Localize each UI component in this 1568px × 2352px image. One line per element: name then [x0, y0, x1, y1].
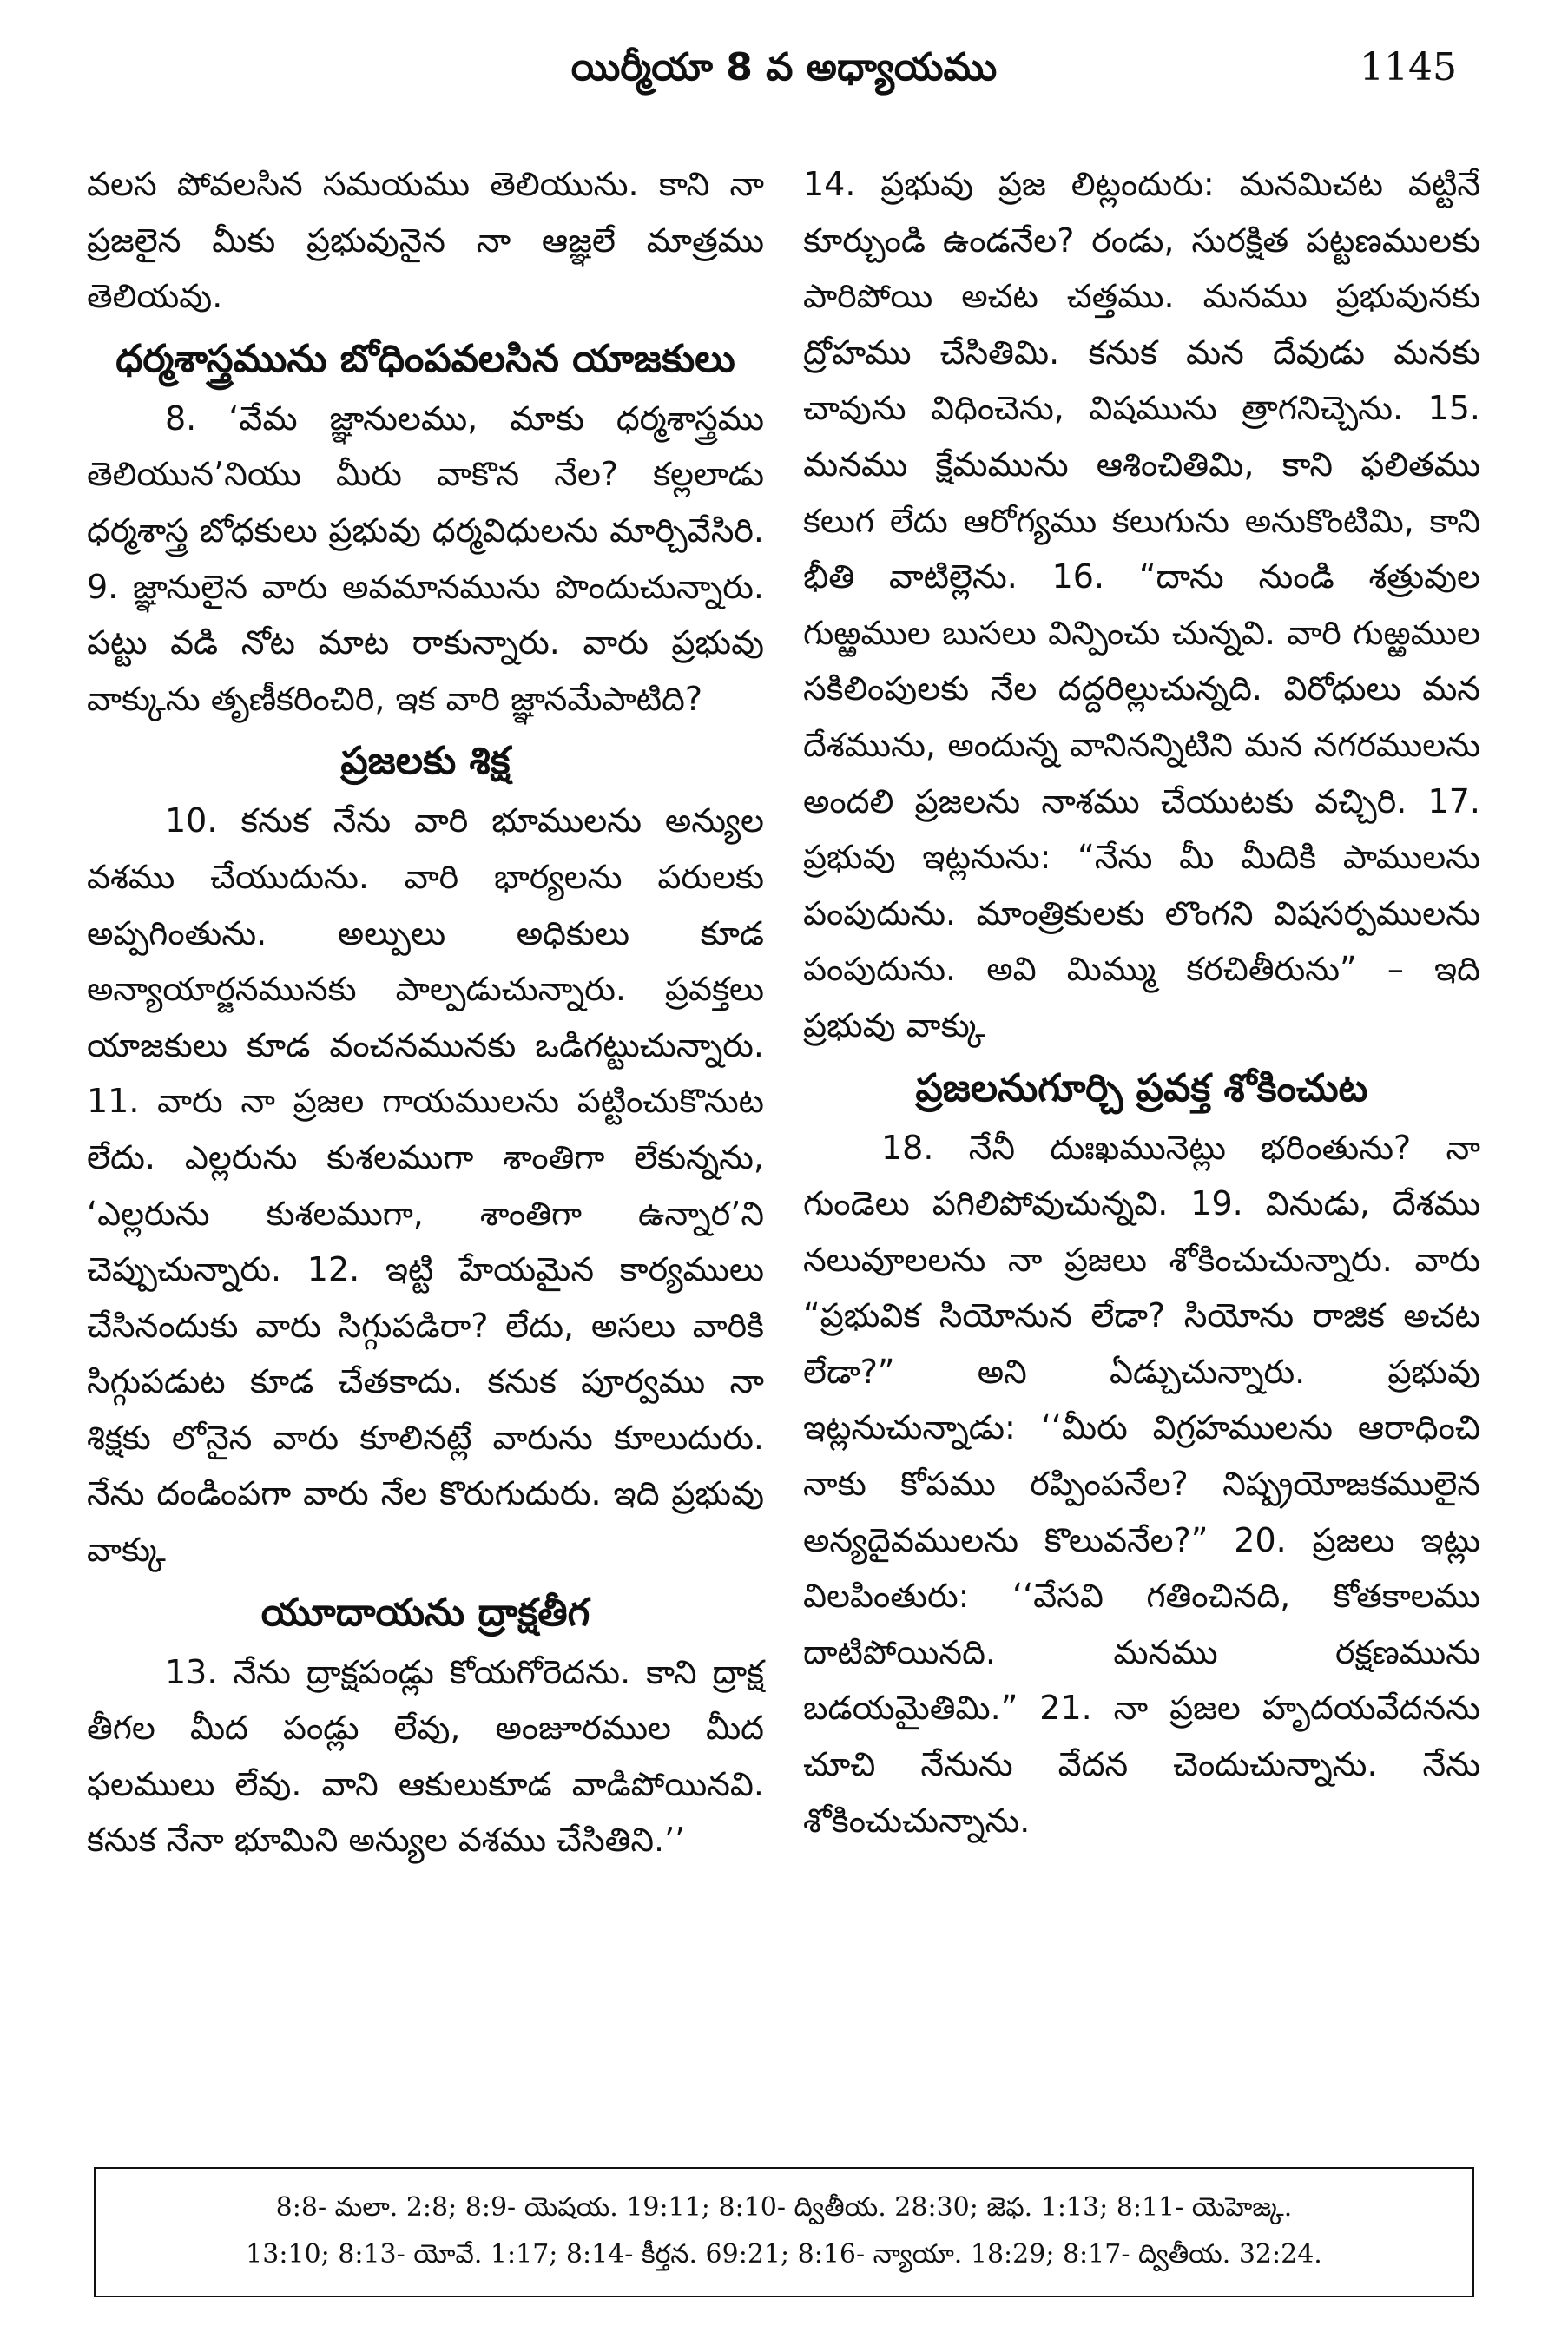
section-heading: ప్రజలకు శిక్ష [340, 739, 511, 784]
right-column [803, 156, 1480, 1848]
paragraph: 8. ‘వేమ జ్ఞానులము, మాకు ధర్మశాస్త్రము తెలియున’నియు మీరు వాకొన నేల? కల్లలాడు ధర్మశాస్త్ర బోధకులు ప్రభువు ధర్మవిధులను మార్చివేసిరి. 9. జ్ఞానులైన వారు అవమానమును పొందుచున్నారు. పట్టు వడి నోట మాట రాకున్నారు. వారు ప్రభువు వాక్కును తృణీకరించిరి, ఇక వారి జ్ఞానమేపాటిది? [87, 399, 764, 718]
paragraph: 10. కనుక నేను వారి భూములను అన్యుల వశము చేయుదును. వారి భార్యలను పరులకు అప్పగింతును. అల్పులు అధికులు కూడ అన్యాయార్జనమునకు పాల్పడుచున్నారు. ప్రవక్తలు యాజకులు కూడ వంచనమునకు ఒడిగట్టుచున్నారు. 11. వారు నా ప్రజల గాయములను పట్టించుకొనుట లేదు. ఎల్లరును కుశలముగా శాంతిగా లేకున్నను, ‘ఎల్లరును కుశలముగా, శాంతిగా ఉన్నార’ని చెప్పుచున్నారు. 12. ఇట్టి హేయమైన కార్యములు చేసినందుకు వారు సిగ్గుపడిరా? లేదు, అసలు వారికి సిగ్గుపడుట కూడ చేతకాదు. కనుక పూర్వము నా శిక్షకు లోనైన వారు కూలినట్లే వారును కూలుదురు. నేను దండింపగా వారు నేల కొరుగుదురు. ఇది ప్రభువు వాక్కు [87, 801, 764, 1570]
left-column [87, 156, 764, 1868]
paragraph: 13. నేను ద్రాక్షపండ్లు కోయగోరెదను. కాని ద్రాక్ష తీగల మీద పండ్లు లేవు, అంజూరముల మీద ఫలములు లేవు. వాని ఆకులుకూడ వాడిపోయినవి. కనుక నేనా భూమిని అన్యుల వశము చేసితిని.’’ [87, 1652, 764, 1860]
cross-reference-line: 13:10; 8:13- యోవే. 1:17; 8:14- కీర్తన. 69:21; 8:16- న్యాయా. 18:29; 8:17- ద్వితీయ. 32:24. [246, 2239, 1322, 2270]
paragraph: 18. నేనీ దుఃఖమునెట్లు భరింతును? నా గుండెలు పగిలిపోవుచున్నవి. 19. వినుడు, దేశము నలువూలలను నా ప్రజలు శోకించుచున్నారు. వారు “ప్రభువిక సియోనున లేడా? సియోను రాజిక అచట లేడా?” అని ఏడ్చుచున్నారు. ప్రభువు ఇట్లనుచున్నాడు: ‘‘మీరు విగ్రహములను ఆరాధించి నాకు కోపము రప్పింపనేల? నిష్ప్రయోజకములైన అన్యదైవములను కొలువనేల?” 20. ప్రజలు ఇట్లు విలపింతురు: ‘‘వేసవి గతించినది, కోతకాలము దాటిపోయినది. మనము రక్షణమును బడయమైతిమి.” 21. నా ప్రజల హృదయవేదనను చూచి నేనును వేదన చెందుచున్నాను. నేను శోకించుచున్నాను. [803, 1128, 1480, 1840]
section-heading: ప్రజలనుగూర్చి ప్రవక్త శోకించుట [915, 1065, 1368, 1110]
section-heading: ధర్మశాస్త్రమును బోధింపవలసిన యాజకులు [115, 336, 735, 381]
paragraph: 14. ప్రభువు ప్రజ లిట్లందురు: మనమిచట వట్టినే కూర్చుండి ఉండనేల? రండు, సురక్షిత పట్టణములకు పారిపోయి అచట చత్తము. మనము ప్రభువునకు ద్రోహము చేసితిమి. కనుక మన దేవుడు మనకు చావును విధించెను, విషమును త్రాగనిచ్చెను. 15. మనము క్షేమమును ఆశించితిమి, కాని ఫలితము కలుగ లేదు ఆరోగ్యము కలుగును అనుకొంటిమి, కాని భీతి వాటిల్లెను. 16. “దాను నుండి శత్రువుల గుఱ్ఱముల బుసలు విన్పించు చున్నవి. వారి గుఱ్ఱముల సకిలింపులకు నేల దద్దరిల్లుచున్నది. విరోధులు మన దేశమును, అందున్న వానినన్నిటిని మన నగరములను అందలి ప్రజలను నాశము చేయుటకు వచ్చిరి. 17. ప్రభువు ఇట్లనును: “నేను మీ మీదికి పాములను పంపుదును. మాంత్రికులకు లొంగని విషసర్పములను పంపుదును. అవి మిమ్ము కరచితీరును” – ఇది ప్రభువు వాక్కు [803, 165, 1480, 1044]
cross-reference-box [94, 2167, 1474, 2297]
chapter-title: యిర్మీయా 8 వ అధ్యాయము [570, 45, 998, 89]
page-number: 1145 [1360, 45, 1457, 89]
section-heading: యూదాయను ద్రాక్షతీగ [260, 1590, 590, 1635]
cross-reference-line: 8:8- మలా. 2:8; 8:9- యెషయ. 19:11; 8:10- ద్వితీయ. 28:30; జెఫ. 1:13; 8:11- యెహెజ్క. [275, 2192, 1293, 2223]
page-header [0, 45, 1568, 106]
paragraph: వలస పోవలసిన సమయము తెలియును. కాని నా ప్రజలైన మీకు ప్రభువునైన నా ఆజ్ఞలే మాత్రము తెలియవు. [87, 165, 764, 316]
